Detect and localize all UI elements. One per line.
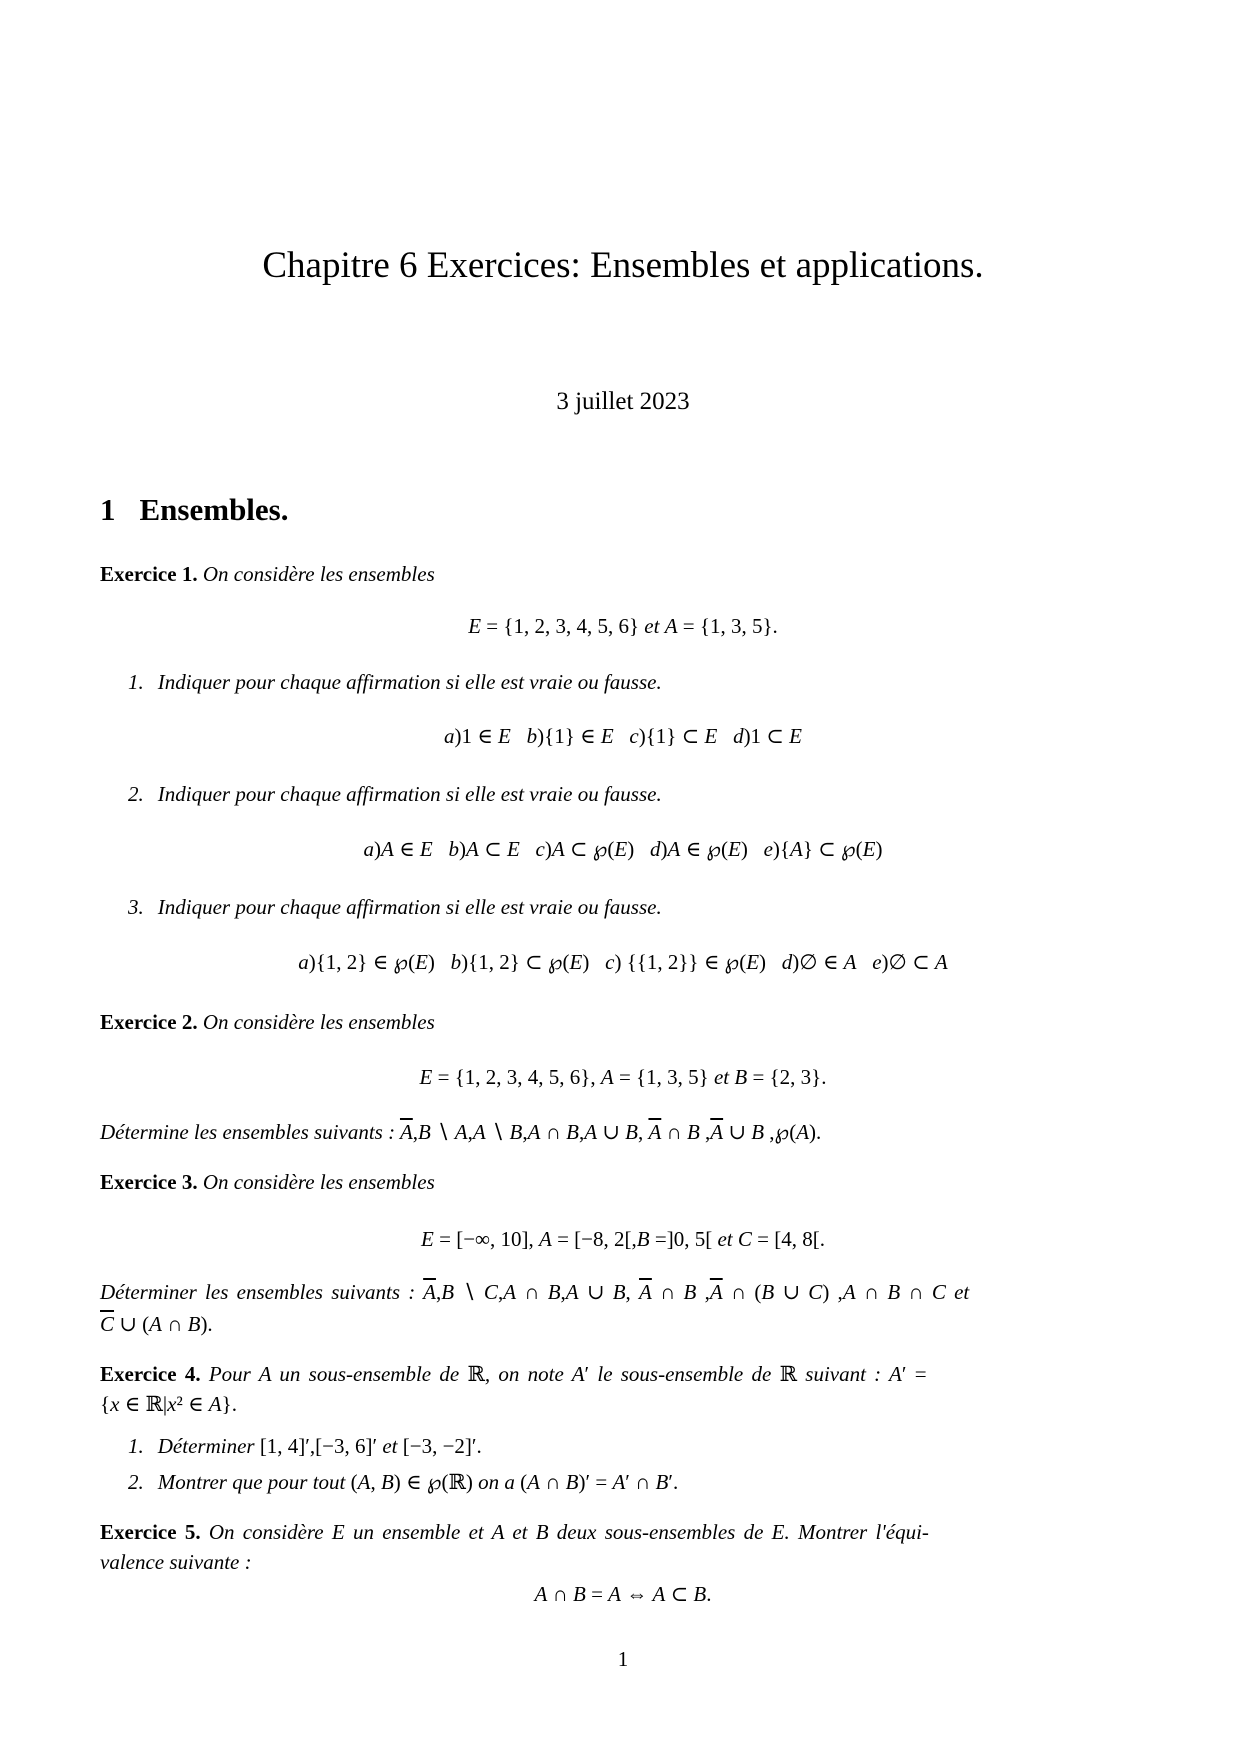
text-segment: ) [740, 837, 764, 861]
text-segment: } ⊂ ℘( [802, 837, 863, 861]
text-segment: A [565, 1280, 579, 1304]
exercise-1-math-line-1 [100, 723, 1146, 749]
text-segment: ) [374, 837, 382, 861]
text-segment: b [448, 837, 459, 861]
text-segment: x [167, 1392, 177, 1416]
text-segment: = {1, 3, 5} [613, 1065, 714, 1089]
text-segment [614, 724, 630, 748]
text-segment: A [527, 1120, 541, 1144]
text-segment: ∩ [661, 1120, 687, 1144]
text-segment: ∩ [516, 1280, 548, 1304]
exercise-5-display-math [100, 1581, 1146, 1607]
text-segment: )∅ ⊂ [881, 950, 935, 974]
text-segment: E [704, 724, 718, 748]
text-segment: Indiquer pour chaque affirmation si elle est vraie ou fausse. [157, 670, 662, 694]
text-segment: B [572, 1582, 586, 1606]
text-segment: A [472, 1120, 486, 1144]
text-segment: B [686, 1120, 700, 1144]
exercise-4-item-1 [100, 1433, 1146, 1459]
text-segment: E [419, 1065, 433, 1089]
text-segment: B [761, 1280, 775, 1304]
exercise-1-item-1 [100, 669, 1146, 695]
exercise-1-item-2 [100, 781, 1146, 807]
text-segment: Exercice 4. [100, 1362, 201, 1386]
text-segment: $\overline{A}$ [639, 1280, 652, 1304]
text-segment: ) [875, 837, 883, 861]
text-segment: . Montrer l'équi- [784, 1520, 929, 1544]
text-segment: A [608, 1582, 621, 1606]
text-segment: A [466, 837, 479, 861]
text-segment: et [382, 1434, 398, 1458]
text-segment: A [842, 1280, 856, 1304]
text-segment: }. [221, 1392, 237, 1416]
text-segment: B [535, 1520, 549, 1544]
item-text [158, 1433, 482, 1459]
text-segment: ′ ∩ [625, 1470, 656, 1494]
text-segment: ∈ [393, 837, 420, 861]
text-segment: = [−∞, 10], [433, 1227, 540, 1251]
item-text [158, 669, 662, 695]
text-segment: )1 ∈ [454, 724, 499, 748]
exercise-1-heading [100, 561, 1146, 587]
text-segment: $\overline{A}$ [709, 1280, 723, 1304]
text-segment [946, 1280, 954, 1304]
text-segment: B [418, 1120, 431, 1144]
text-segment: B [655, 1470, 669, 1494]
item-number: 1. [128, 670, 144, 694]
text-segment: = [−8, 2[, [551, 1227, 637, 1251]
text-segment: , [467, 1120, 473, 1144]
text-segment: B [187, 1312, 201, 1336]
text-segment: Exercice 3. [100, 1170, 198, 1194]
text-segment: , [637, 1120, 649, 1144]
text-segment: ∖ [485, 1120, 510, 1144]
text-segment: ⇔ [620, 1582, 653, 1606]
exercise-4-heading-line-1 [100, 1361, 1146, 1387]
text-segment: E [419, 837, 433, 861]
text-segment: , [412, 1120, 419, 1144]
text-segment: B [734, 1065, 748, 1089]
section-title: Ensembles. [139, 492, 289, 527]
exercise-5-heading-line-2 [100, 1549, 1146, 1575]
text-segment: et [504, 1520, 536, 1544]
text-segment: , [625, 1280, 640, 1304]
text-segment: , [560, 1280, 566, 1304]
text-segment: A [454, 1120, 468, 1144]
text-segment: , [435, 1280, 442, 1304]
text-segment: et [954, 1280, 970, 1304]
text-segment: c [535, 837, 545, 861]
text-segment: E [600, 724, 614, 748]
text-segment: A [652, 1582, 666, 1606]
text-segment: )∅ ∈ [792, 950, 844, 974]
text-segment: A [539, 1227, 552, 1251]
text-segment: suivant : [797, 1362, 890, 1386]
text-segment: A [600, 1065, 614, 1089]
exercise-1-math-line-3 [100, 949, 1146, 975]
text-segment: A [208, 1392, 222, 1416]
text-segment: E [862, 837, 876, 861]
document-title: Chapitre 6 Exercices: Ensembles et applications. [262, 245, 984, 286]
text-segment: ∪ [723, 1120, 752, 1144]
text-segment: = {1, 2, 3, 4, 5, 6}, [432, 1065, 601, 1089]
text-segment: E [728, 837, 741, 861]
text-segment: ′. [668, 1470, 679, 1494]
exercise-4-heading-line-2 [100, 1391, 1146, 1417]
text-segment: ∪ [774, 1280, 809, 1304]
text-segment: A [796, 1120, 810, 1144]
text-segment: [−3, −2]′. [397, 1434, 482, 1458]
text-segment: ∩ [651, 1280, 684, 1304]
exercise-3-heading [100, 1169, 1146, 1195]
text-segment: B [547, 1280, 561, 1304]
exercise-4-item-2 [100, 1469, 1146, 1495]
text-segment: d [733, 724, 744, 748]
text-segment: Pour [200, 1362, 259, 1386]
text-segment: B [636, 1227, 650, 1251]
text-segment: ,℘( [764, 1120, 797, 1144]
text-segment: $\overline{A}$ [399, 1120, 413, 1144]
exercise-2-heading [100, 1009, 1146, 1035]
text-segment: A [571, 1362, 585, 1386]
text-segment: un ensemble et [344, 1520, 492, 1544]
text-segment: ∪ ( [114, 1312, 150, 1336]
text-segment: valence suivante : [100, 1550, 252, 1574]
exercise-1-item-3 [100, 894, 1146, 920]
text-segment: E [421, 1227, 434, 1251]
text-segment [433, 837, 449, 861]
text-segment: ∩ [161, 1312, 188, 1336]
text-segment: = [585, 1582, 609, 1606]
text-segment: ) [627, 837, 650, 861]
text-segment: , [699, 1120, 711, 1144]
text-segment: b [450, 950, 462, 974]
text-segment: ℝ [779, 1362, 798, 1386]
exercise-5-heading-line-1 [100, 1519, 1146, 1545]
text-segment: A [664, 614, 678, 638]
exercise-1-display-math [100, 613, 1146, 639]
text-segment: B [565, 1470, 579, 1494]
exercise-2-paragraph [100, 1119, 1146, 1145]
text-segment: B [380, 1470, 394, 1494]
text-segment: A [789, 837, 803, 861]
text-segment: Déterminer [157, 1434, 260, 1458]
text-segment: ) [427, 950, 451, 974]
text-segment: A [258, 1362, 272, 1386]
text-segment: )′ = [578, 1470, 613, 1494]
section-heading [100, 493, 1146, 527]
item-number: 2. [128, 1470, 144, 1494]
text-segment: a [444, 724, 455, 748]
text-segment: B [566, 1120, 579, 1144]
text-segment: ∩ [540, 1120, 567, 1144]
text-segment: , on note [484, 1362, 572, 1386]
text-segment: On considère les ensembles [197, 562, 435, 586]
text-segment: Indiquer pour chaque affirmation si elle est vraie ou fausse. [157, 782, 662, 806]
text-segment: A [357, 1470, 371, 1494]
text-segment: d [781, 950, 793, 974]
text-segment: E [331, 1520, 345, 1544]
text-segment: ⊂ [478, 837, 507, 861]
text-segment: ) [544, 837, 552, 861]
text-segment: E [415, 950, 428, 974]
text-segment: et [644, 614, 660, 638]
text-segment: , [370, 1470, 381, 1494]
text-segment: E [614, 837, 628, 861]
item-number: 2. [128, 782, 144, 806]
document-date: 3 juillet 2023 [556, 388, 690, 415]
text-segment: a [363, 837, 375, 861]
text-segment: = {1, 3, 5}. [677, 614, 778, 638]
text-segment: A [534, 1582, 548, 1606]
text-segment: e [872, 950, 882, 974]
text-segment: C [808, 1280, 823, 1304]
text-segment: A [584, 1120, 598, 1144]
text-segment: ² ∈ [176, 1392, 209, 1416]
text-segment: =]0, 5[ [649, 1227, 718, 1251]
text-segment: A [491, 1520, 505, 1544]
text-segment: ∖ [454, 1280, 484, 1304]
text-segment: ∪ [597, 1120, 626, 1144]
text-segment: ∩ [540, 1470, 566, 1494]
text-segment: ∩ [900, 1280, 932, 1304]
text-segment: x [110, 1392, 120, 1416]
text-segment [717, 724, 733, 748]
text-segment: Exercice 2. [100, 1010, 198, 1034]
text-segment: ℝ [467, 1362, 485, 1386]
text-segment: Indiquer pour chaque affirmation si elle est vraie ou fausse. [157, 895, 662, 919]
text-segment: C [483, 1280, 498, 1304]
text-segment: ) [582, 950, 606, 974]
text-segment: B [441, 1280, 455, 1304]
text-segment: A [527, 1470, 540, 1494]
text-segment: B [693, 1582, 707, 1606]
text-segment: Déterminer les ensembles suivants : [100, 1280, 424, 1304]
text-segment: ∩ [855, 1280, 888, 1304]
page-number: 1 [617, 1647, 629, 1671]
text-segment [520, 837, 536, 861]
text-segment: ∖ [430, 1120, 455, 1144]
text-segment: = {1, 2, 3, 4, 5, 6} [481, 614, 645, 638]
text-segment: C [931, 1280, 946, 1304]
item-text [158, 781, 662, 807]
text-segment: ( [514, 1470, 528, 1494]
text-segment: A [551, 837, 565, 861]
text-segment: ){1} ⊂ [638, 724, 705, 748]
text-segment: Exercice 5. [100, 1520, 201, 1544]
text-segment: = {2, 3}. [747, 1065, 827, 1089]
text-segment: E [771, 1520, 785, 1544]
item-number: 3. [128, 895, 144, 919]
text-segment: $\overline{A}$ [423, 1280, 436, 1304]
text-segment: ∈ ℝ| [119, 1392, 168, 1416]
text-segment: c [629, 724, 639, 748]
text-segment: ⊂ ℘( [564, 837, 615, 861]
text-segment: ∩ [547, 1582, 573, 1606]
text-segment [856, 950, 872, 974]
text-segment: ′ [584, 1362, 590, 1386]
text-segment: ) [459, 837, 466, 861]
text-segment: E [498, 724, 511, 748]
text-segment: On considère [200, 1520, 332, 1544]
text-segment: ∩ ( [722, 1280, 762, 1304]
text-segment: $\overline{A}$ [710, 1120, 724, 1144]
text-segment: E [746, 950, 760, 974]
text-segment: B [612, 1280, 626, 1304]
text-segment: = [4, 8[. [751, 1227, 825, 1251]
text-segment: a [298, 950, 309, 974]
text-segment: A [381, 837, 394, 861]
exercise-3-paragraph-line-1 [100, 1279, 1146, 1305]
text-segment: c [605, 950, 615, 974]
text-segment: e [763, 837, 773, 861]
text-segment: Montrer que pour tout [157, 1470, 351, 1494]
text-segment: ){1} ∈ [537, 724, 601, 748]
text-segment: B [509, 1120, 523, 1144]
text-segment: A [934, 950, 948, 974]
text-segment: le sous-ensemble de [589, 1362, 780, 1386]
text-segment: ∈ ℘( [680, 837, 728, 861]
text-segment: E [789, 724, 802, 748]
text-segment: )1 ⊂ [743, 724, 790, 748]
text-segment: B [625, 1120, 638, 1144]
text-segment: $\overline{A}$ [648, 1120, 662, 1144]
text-segment: B [751, 1120, 765, 1144]
text-segment: , [497, 1280, 504, 1304]
text-segment: , [578, 1120, 585, 1144]
text-segment: On considère les ensembles [197, 1010, 435, 1034]
text-segment: b [526, 724, 538, 748]
exercise-3-display-math [100, 1226, 1146, 1252]
text-segment: un sous-ensemble de [271, 1362, 468, 1386]
text-segment: ){ [772, 837, 790, 861]
text-segment: ) [660, 837, 668, 861]
text-segment: ∪ [578, 1280, 613, 1304]
text-segment: et [717, 1227, 733, 1251]
text-segment: ) [759, 950, 782, 974]
text-segment: ){1, 2} ∈ ℘( [308, 950, 416, 974]
text-segment: ⊂ [665, 1582, 694, 1606]
item-text [158, 1469, 678, 1495]
text-segment: E [468, 614, 482, 638]
text-segment: A [843, 950, 857, 974]
text-segment: E [569, 950, 583, 974]
text-segment: ) {{1, 2}} ∈ ℘( [614, 950, 747, 974]
text-segment: ). [200, 1312, 213, 1336]
text-segment: , [696, 1280, 710, 1304]
text-segment: ′ = [901, 1362, 927, 1386]
text-segment: $\overline{C}$ [100, 1312, 115, 1336]
item-text [158, 894, 662, 920]
text-segment: Détermine les ensembles suivants : [100, 1120, 400, 1144]
exercise-1-math-line-2 [100, 836, 1146, 862]
text-segment: A [612, 1470, 626, 1494]
text-segment: on a [478, 1470, 515, 1494]
text-segment: [1, 4]′,[−3, 6]′ [259, 1434, 383, 1458]
exercise-2-display-math [100, 1064, 1146, 1090]
text-segment: ) ∈ ℘(ℝ) [393, 1470, 479, 1494]
section-number: 1 [100, 492, 116, 527]
item-number: 1. [128, 1434, 144, 1458]
text-segment: A [503, 1280, 517, 1304]
exercise-3-paragraph-line-2 [100, 1311, 1146, 1337]
text-segment: ). [809, 1120, 822, 1144]
text-segment [511, 724, 527, 748]
text-segment: ( [350, 1470, 358, 1494]
text-segment: ){1, 2} ⊂ ℘( [461, 950, 570, 974]
text-segment: A [149, 1312, 162, 1336]
text-segment: ) , [822, 1280, 843, 1304]
text-segment: B [683, 1280, 697, 1304]
text-segment: , [522, 1120, 528, 1144]
text-segment: On considère les ensembles [197, 1170, 435, 1194]
text-segment: deux sous-ensembles de [548, 1520, 772, 1544]
document-content [0, 247, 1241, 1672]
text-segment: et [713, 1065, 730, 1089]
text-segment: E [506, 837, 520, 861]
text-segment: d [649, 837, 661, 861]
text-segment: Exercice 1. [100, 562, 198, 586]
text-segment: A [889, 1362, 902, 1386]
text-segment: C [737, 1227, 752, 1251]
text-segment: { [100, 1392, 111, 1416]
text-segment: . [706, 1582, 712, 1606]
text-segment: A [667, 837, 681, 861]
text-segment: B [887, 1280, 901, 1304]
